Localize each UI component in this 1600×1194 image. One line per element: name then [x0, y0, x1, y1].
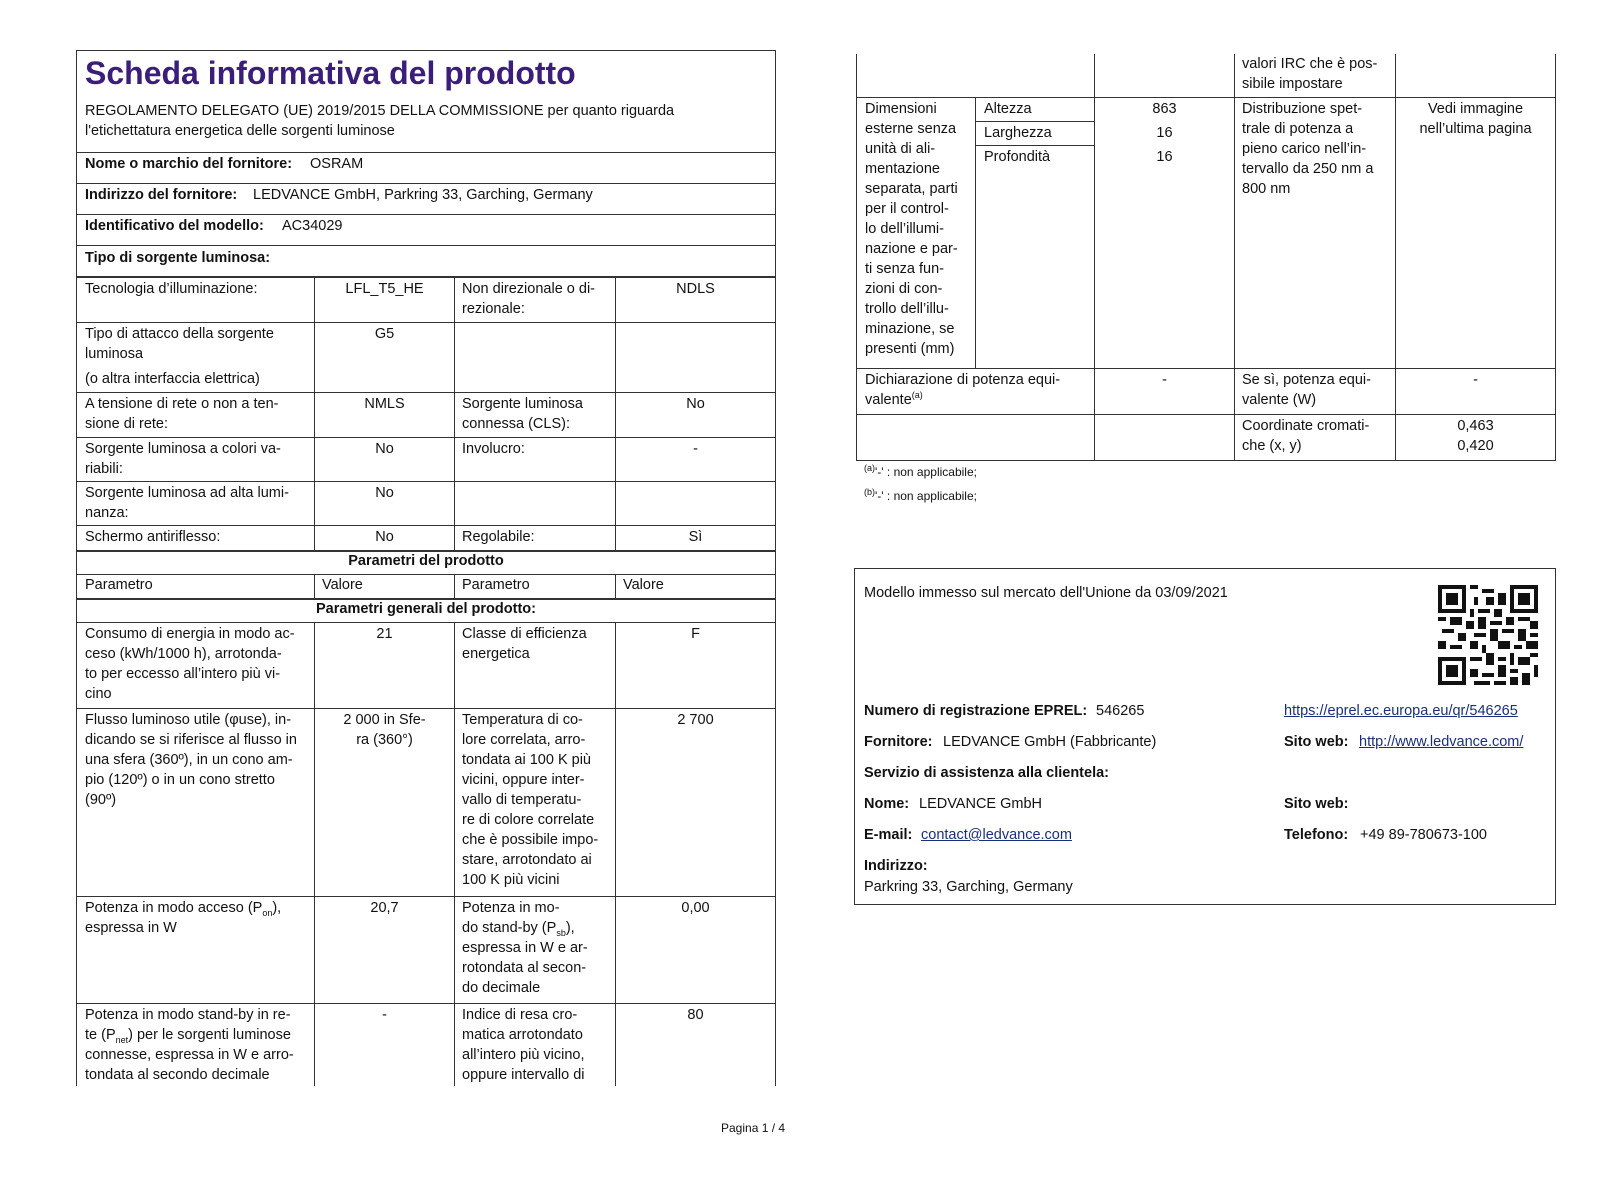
col-value-2: Valore [623, 577, 664, 593]
energy-label: Consumo di energia in modo ac- ceso (kWh/1000 h), arrotonda- to per eccesso all’intero più vi- cino [85, 626, 295, 702]
mains-label: A tensione di rete o non a ten- sione di rete: [85, 396, 279, 432]
standby-power-label: Potenza in mo- do stand-by $(P_{sb})$, espressa in W e ar- rotondata al secon- do decimale [462, 900, 588, 996]
dimmable-label: Regolabile: [462, 529, 535, 545]
spectral-label: Distribuzione spet- trale di potenza a pieno carico nell’in- tervallo da 250 nm a 800 nm [1242, 101, 1374, 197]
tech-value: LFL_T5_HE [345, 281, 424, 297]
footnote-b: $^{(b)}$'-' : non applicabile; [864, 487, 977, 503]
equivalent-power-label: Dichiarazione di potenza equi- valente$^{(a)}$ [865, 372, 1061, 408]
spectral-value: Vedi immagine nell’ultima pagina [1419, 101, 1532, 137]
width-label: Larghezza [984, 125, 1052, 141]
envelope-label: Involucro: [462, 441, 525, 457]
website-label-2: Sito web: [1284, 796, 1349, 812]
high-luminance-value: No [375, 485, 394, 501]
dir-label: Non direzionale o di- rezionale: [462, 281, 595, 317]
network-standby-value: - [382, 1007, 387, 1023]
height-value: 863 [1152, 101, 1177, 117]
eprel-qr-link[interactable]: https://eprel.ec.europa.eu/qr/546265 [1284, 703, 1518, 719]
cri-value: 80 [687, 1007, 704, 1023]
glare-label: Schermo antiriflesso: [85, 529, 221, 545]
tech-label: Tecnologia d’illuminazione: [85, 281, 258, 297]
height-label: Altezza [984, 101, 1032, 117]
cap-label-2: (o altra interfaccia elettrica) [85, 371, 260, 387]
standby-power-value: 0,00 [681, 900, 710, 916]
color-label: Sorgente luminosa a colori va- riabili: [85, 441, 281, 477]
manufacturer-label: Fornitore: [864, 734, 933, 750]
cri-label: Indice di resa cro- matica arrotondato all’intero più vicino, oppure intervallo di [462, 1007, 585, 1083]
address-label: Indirizzo del fornitore: [85, 187, 238, 203]
cri-label-continued: valori IRC che è pos- sibile impostare [1242, 56, 1378, 92]
model-label: Identificativo del modello: [85, 218, 264, 234]
cap-value: G5 [374, 326, 395, 342]
envelope-value: - [693, 441, 698, 457]
params-header: Parametri del prodotto [348, 553, 504, 569]
model-value: AC34029 [282, 218, 343, 234]
contact-address-label: Indirizzo: [864, 858, 928, 874]
efficiency-class-value: F [691, 626, 700, 642]
dimensions-label: Dimensioni esterne senza unità di ali- mentazione separata, parti per il control- lo dell’illumi- nazione e par- ti senza fun- zioni di con- trollo dell’illu- minazione, se presenti (mm) [865, 101, 958, 357]
cls-value: No [686, 396, 705, 412]
mains-value: NMLS [364, 396, 405, 412]
glare-value: No [375, 529, 394, 545]
dimmable-value: Sì [688, 529, 703, 545]
width-value: 16 [1156, 125, 1173, 141]
equivalent-watt-label: Se sì, potenza equi- valente (W) [1242, 372, 1371, 408]
cap-label: Tipo di attacco della sorgente luminosa [85, 326, 274, 362]
network-standby-label: Potenza in modo stand-by in re- te $(P_{net})$ per le sorgenti luminose connesse, espressa in W e arro- tondata al secondo decimale [85, 1007, 294, 1083]
eprel-reg-label: Numero di registrazione EPREL: [864, 703, 1088, 719]
color-value: No [375, 441, 394, 457]
eprel-reg-value: 546265 [1096, 703, 1145, 719]
chromaticity-label: Coordinate cromati- che (x, y) [1242, 418, 1370, 454]
website-label: Sito web: [1284, 734, 1349, 750]
regulation-text: REGOLAMENTO DELEGATO (UE) 2019/2015 DELLA COMMISSIONE per quanto riguarda l'etichettatura energetica delle sorgenti luminose [85, 103, 675, 139]
efficiency-class-label: Classe di efficienza energetica [462, 626, 587, 662]
flux-value: 2 000 in Sfe- ra (360°) [343, 712, 426, 748]
energy-value: 21 [376, 626, 393, 642]
on-mode-power-value: 20,7 [370, 900, 399, 916]
equivalent-watt-value: - [1473, 372, 1478, 388]
col-param-2: Parametro [462, 577, 530, 593]
high-luminance-label: Sorgente luminosa ad alta lumi- nanza: [85, 485, 289, 521]
on-mode-power-label: Potenza in modo acceso $(P_{on})$, espressa in W [85, 900, 282, 936]
contact-name-label: Nome: [864, 796, 910, 812]
general-params-header: Parametri generali del prodotto: [316, 601, 536, 617]
cls-label: Sorgente luminosa connessa (CLS): [462, 396, 583, 432]
source-type-label: Tipo di sorgente luminosa: [85, 250, 271, 266]
cct-label: Temperatura di co- lore correlata, arro- tondata ai 100 K più vicini, oppure inter- vallo di temperatu- re di colore correlate che è possibile impo- stare, arrotondato ai 100 K più vicini [462, 712, 599, 888]
phone-value: +49 89-780673-100 [1360, 827, 1487, 843]
cct-value: 2 700 [677, 712, 714, 728]
customer-service-label: Servizio di assistenza alla clientela: [864, 765, 1109, 781]
qr-code-icon [1437, 585, 1539, 685]
market-date: Modello immesso sul mercato dell'Unione da 03/09/2021 [864, 585, 1228, 601]
website-link[interactable]: http://www.ledvance.com/ [1359, 734, 1524, 750]
address-value: LEDVANCE GmbH, Parkring 33, Garching, Germany [253, 187, 593, 203]
phone-label: Telefono: [1284, 827, 1349, 843]
page-number: Pagina 1 / 4 [721, 1121, 786, 1135]
page-title: Scheda informativa del prodotto [85, 55, 576, 91]
col-value: Valore [322, 577, 363, 593]
flux-label: Flusso luminoso utile (φuse), in- dicando se si riferisce al flusso in una sfera (360º), in un cono am- pio (120º) o in un cono stretto (90º) [85, 712, 297, 808]
email-link[interactable]: contact@ledvance.com [921, 827, 1072, 843]
contact-address-value: Parkring 33, Garching, Germany [864, 879, 1073, 895]
depth-label: Profondità [984, 149, 1051, 165]
depth-value: 16 [1156, 149, 1173, 165]
footnote-a: $^{(a)}$'-' : non applicabile; [864, 463, 977, 479]
manufacturer-value: LEDVANCE GmbH (Fabbricante) [943, 734, 1157, 750]
contact-name-value: LEDVANCE GmbH [919, 796, 1043, 812]
dir-value: NDLS [676, 281, 715, 297]
supplier-label: Nome o marchio del fornitore: [85, 156, 293, 172]
chromaticity-value: 0,463 0,420 [1457, 418, 1494, 454]
email-label: E-mail: [864, 827, 913, 843]
col-param: Parametro [85, 577, 153, 593]
equivalent-power-value: - [1162, 372, 1167, 388]
supplier-value: OSRAM [310, 156, 364, 172]
